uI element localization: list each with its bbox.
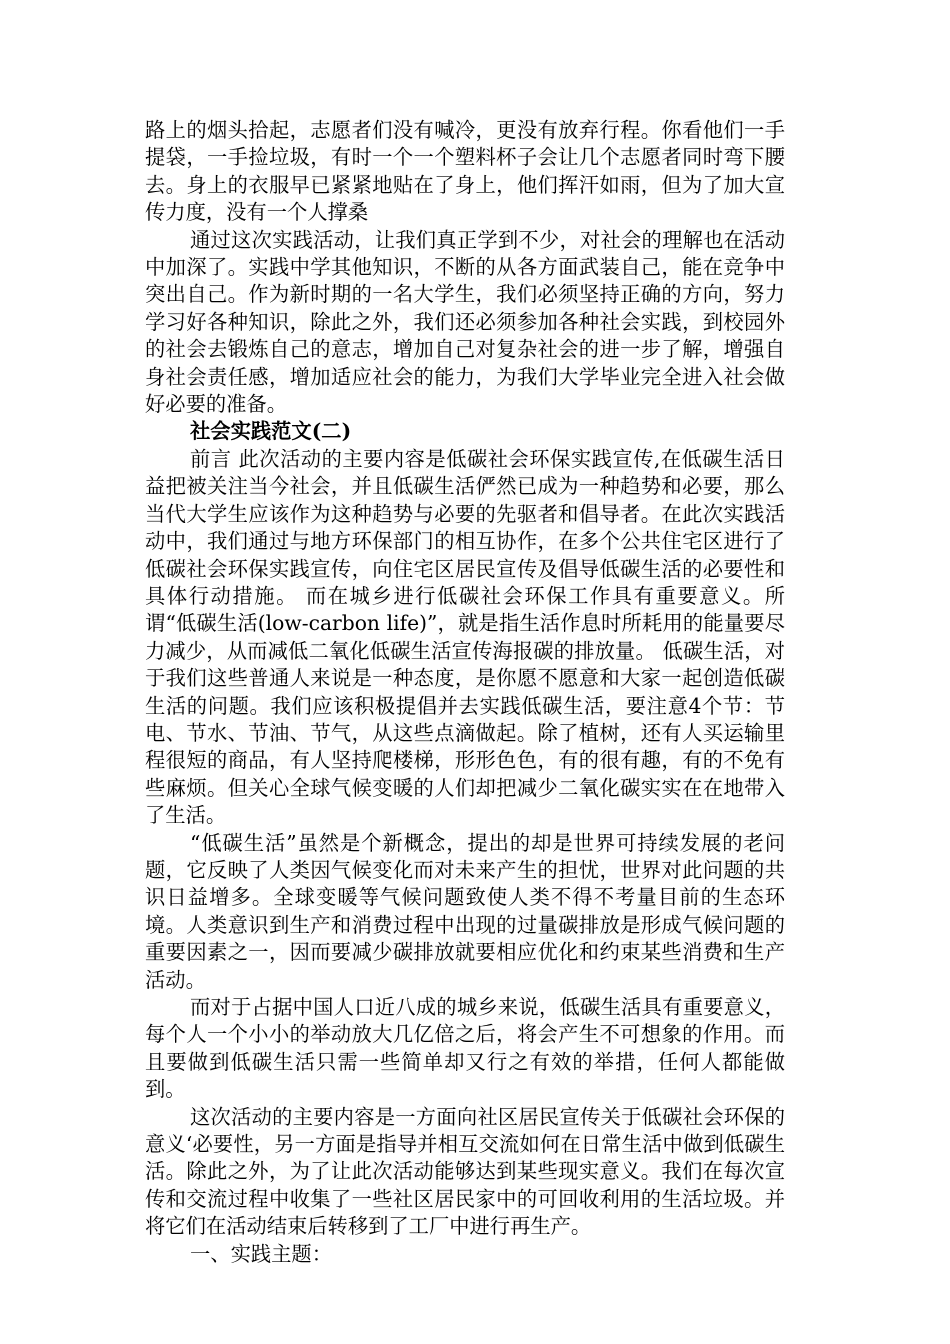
- paragraph-urban-rural: 而对于占据中国人口近八成的城乡来说，低碳生活具有重要意义，每个人一个小小的举动放大几亿倍之后，将会产生不可想象的作用。而且要做到低碳生活只需一些简单却又行之有效的举措，任何人都能做到。: [145, 995, 785, 1102]
- subsection-heading: 一、实践主题：: [190, 1241, 332, 1266]
- section-heading: 社会实践范文(二): [190, 419, 352, 444]
- paragraph-reflection: 通过这次实践活动，让我们真正学到不少，对社会的理解也在活动中加深了。实践中学其他知识，不断的从各方面武装自己，能在竞争中突出自己。作为新时期的一名大学生，我们必须坚持正确的方向，努力学习好各种知识，除此之外，我们还必须参加各种社会实践，到校园外的社会去锻炼自己的意志，增加自己对复杂社会的进一步了解，增强自身社会责任感，增加适应社会的能力，为我们大学毕业完全进入社会做好必要的准备。: [145, 227, 785, 417]
- paragraph-preface: 前言 此次活动的主要内容是低碳社会环保实践宣传,在低碳生活日益把被关注当今社会，并且低碳生活俨然已成为一种趋势和必要，那么当代大学生应该作为这种趋势与必要的先驱者和倡导者。在此次实践活动中，我们通过与地方环保部门的相互协作，在多个公共住宅区进行了低碳社会环保实践宣传，向住宅区居民宣传及倡导低碳生活的必要性和具体行动措施。 而在城乡进行低碳社会环保工作具有重要意义。所谓“低碳生活(low-carbon life)”，就是指生活作息时所耗用的能量要尽力减少，从而减低二氧化低碳生活宣传海报碳的排放量。 低碳生活，对于我们这些普通人来说是一种态度，是你愿不愿意和大家一起创造低碳生活的问题。我们应该积极提倡并去实践低碳生活，要注意4个节：节电、节水、节油、节气，从这些点滴做起。除了植树，还有人买运输里程很短的商品，有人坚持爬楼梯，形形色色，有的很有趣，有的不免有些麻烦。但关心全球气候变暖的人们却把减少二氧化碳实实在在地带入了生活。: [145, 446, 785, 828]
- paragraph-activity-content: 这次活动的主要内容是一方面向社区居民宣传关于低碳社会环保的意义‘必要性，另一方面是指导并相互交流如何在日常生活中做到低碳生活。除此之外，为了让此次活动能够达到某些现实意义。我们在每次宣传和交流过程中收集了一些社区居民家中的可回收利用的生活垃圾。并将它们在活动结束后转移到了工厂中进行再生产。: [145, 1104, 785, 1239]
- paragraph-continuation: 路上的烟头拾起，志愿者们没有喊冷，更没有放弃行程。你看他们一手提袋，一手捡垃圾，有时一个一个塑料杯子会让几个志愿者同时弯下腰去。身上的衣服早已紧紧地贴在了身上，他们挥汗如雨，但为了加大宣传力度，没有一个人撑桑: [145, 118, 785, 225]
- document-page: [145, 117, 785, 1268]
- paragraph-low-carbon-concept: “低碳生活”虽然是个新概念，提出的却是世界可持续发展的老问题，它反映了人类因气候变化而对未来产生的担忧，世界对此问题的共识日益增多。全球变暖等气候问题致使人类不得不考量目前的生态环境。人类意识到生产和消费过程中出现的过量碳排放是形成气候问题的重要因素之一，因而要减少碳排放就要相应优化和约束某些消费和生产活动。: [145, 830, 785, 992]
